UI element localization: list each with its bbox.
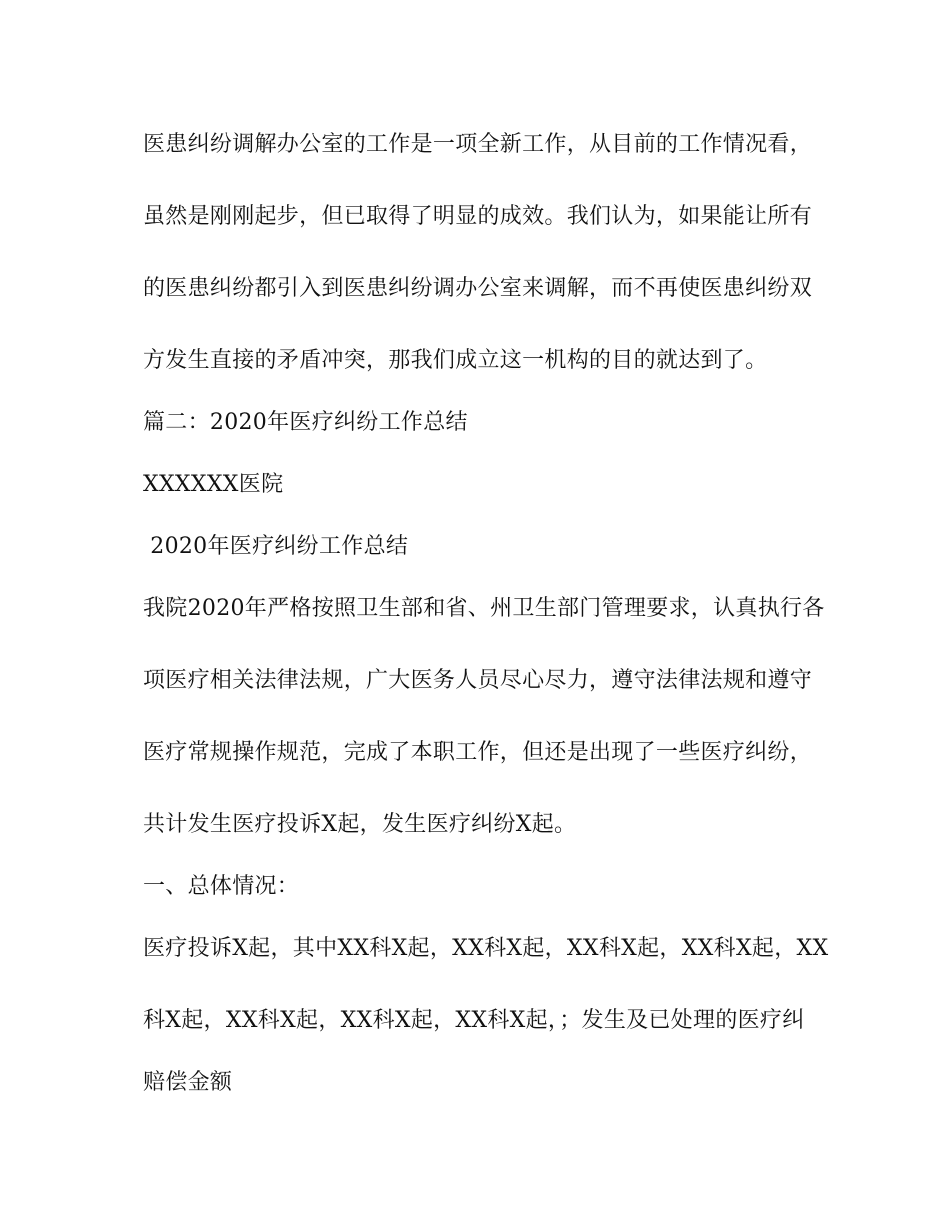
hospital-name: XXXXXX医院 (143, 472, 284, 497)
paragraph-line-6: 项医疗相关法律法规，广大医务人员尽心尽力，遵守法律法规和遵守 (143, 668, 813, 693)
subsection-heading: 一、总体情况： (143, 874, 300, 899)
paragraph-line-2: 虽然是刚刚起步，但已取得了明显的成效。我们认为，如果能让所有 (143, 204, 813, 229)
paragraph-line-8: 共计发生医疗投诉X起，发生医疗纠纷X起。 (143, 812, 577, 837)
section-heading: 篇二：2020年医疗纠纷工作总结 (143, 410, 468, 435)
paragraph-line-1: 医患纠纷调解办公室的工作是一项全新工作，从目前的工作情况看， (143, 132, 813, 157)
paragraph-line-4: 方发生直接的矛盾冲突，那我们成立这一机构的目的就达到了。 (143, 348, 768, 373)
paragraph-line-11: 赔偿金额 (143, 1070, 233, 1095)
paragraph-line-5: 我院2020年严格按照卫生部和省、州卫生部门管理要求，认真执行各 (143, 596, 825, 621)
paragraph-line-10: 科X起，XX科X起，XX科X起，XX科X起，；发生及已处理的医疗纠 (143, 1008, 805, 1033)
paragraph-line-9: 医疗投诉X起，其中XX科X起，XX科X起，XX科X起，XX科X起，XX (143, 936, 829, 961)
paragraph-line-7: 医疗常规操作规范，完成了本职工作，但还是出现了一些医疗纠纷， (143, 740, 813, 765)
paragraph-line-3: 的医患纠纷都引入到医患纠纷调办公室来调解，而不再使医患纠纷双 (143, 276, 813, 301)
document-title: 2020年医疗纠纷工作总结 (143, 534, 409, 559)
